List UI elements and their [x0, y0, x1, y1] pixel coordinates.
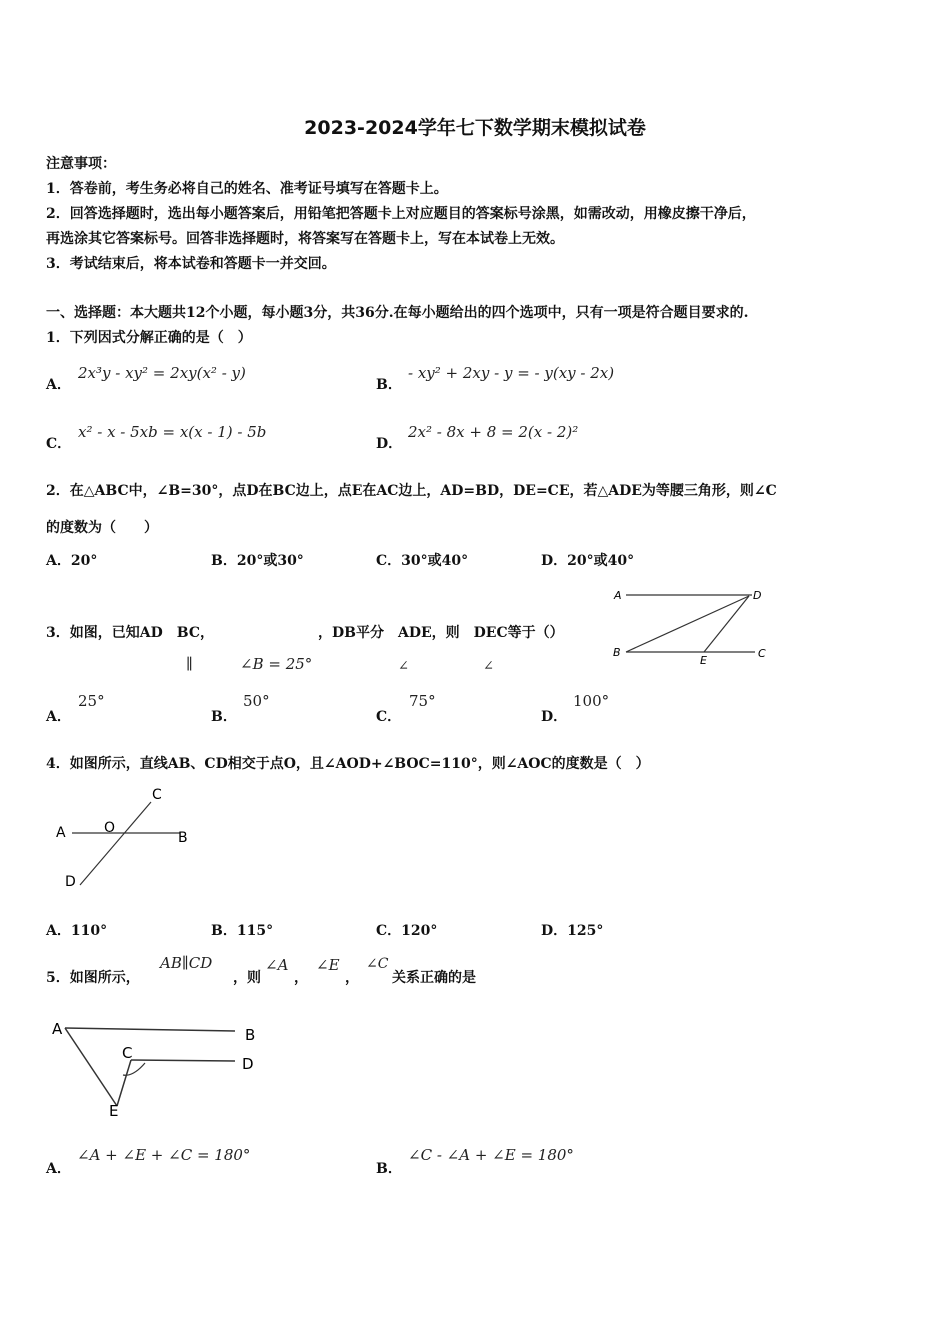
q4-option-d — [541, 920, 603, 940]
stem-tail: 关系正确的是 — [392, 970, 476, 986]
point-label-e: E — [700, 654, 707, 667]
q3-option-a-value: 25° — [78, 692, 105, 710]
question-3-stem: 3．如图，已知AD BC， — [46, 625, 214, 641]
q1-option-a-label: A． — [46, 377, 71, 393]
question-4-stem: 4．如图所示，直线AB、CD相交于点O，且∠AOD+∠BOC=110°，则∠AOC的度数是（ ） — [46, 756, 650, 772]
question-2-stem: 2．在△ABC中，∠B=30°，点D在BC边上，点E在AC边上，AD=BD，DE=CE，若△ADE为等腰三角形，则∠C — [46, 483, 777, 499]
figure-q3 — [605, 582, 780, 668]
q1-option-c-label: C． — [46, 436, 72, 452]
point-label-c: C — [122, 1044, 133, 1062]
point-label-c: C — [152, 787, 162, 803]
question-1-stem: 1．下列因式分解正确的是（ ） — [46, 330, 252, 346]
q3-option-d-label: D． — [541, 709, 568, 725]
notice-item: 再选涂其它答案标号。回答非选择题时，将答案写在答题卡上，写在本试卷上无效。 — [46, 231, 564, 247]
comma: ， — [345, 970, 359, 986]
option-text: 120° — [401, 923, 438, 939]
notice-item: 2．回答选择题时，选出每小题答案后，用铅笔把答题卡上对应题目的答案标号涂黑，如需改动，用橡皮擦干净后， — [46, 206, 756, 222]
q2-option-d — [541, 550, 634, 570]
figure-q5 — [45, 1015, 270, 1120]
question-3-stem-cont: ，DB平分 ADE，则 DEC等于（） — [318, 625, 564, 641]
point-label-c: C — [758, 647, 766, 660]
q1-option-c-expr: x² - x - 5xb = x(x - 1) - 5b — [78, 423, 267, 441]
option-text: 125° — [567, 923, 604, 939]
q1-option-a-expr: 2x³y - xy² = 2xy(x² - y) — [78, 364, 246, 382]
option-text: 20° — [70, 553, 98, 569]
point-label-d: D — [65, 874, 76, 890]
option-label: C． — [376, 553, 402, 569]
option-text: 30°或40° — [401, 553, 469, 569]
point-label-b: B — [613, 646, 621, 659]
q4-option-c — [376, 920, 437, 940]
q3-option-a-label: A． — [46, 709, 71, 725]
q5-option-a-expr: ∠A + ∠E + ∠C = 180° — [77, 1146, 251, 1164]
point-label-e: E — [109, 1102, 119, 1120]
option-label: A． — [46, 923, 71, 939]
question-5-stem: 5．如图所示， — [46, 970, 140, 986]
q1-option-d-expr: 2x² - 8x + 8 = 2(x - 2)² — [408, 423, 579, 441]
option-label: D． — [541, 553, 568, 569]
point-label-a: A — [56, 825, 66, 841]
q2-option-c — [376, 550, 468, 570]
q3-option-d-value: 100° — [573, 692, 610, 710]
q5-option-b-expr: ∠C - ∠A + ∠E = 180° — [408, 1146, 574, 1164]
option-label: C． — [376, 923, 402, 939]
q5-option-a-label: A． — [46, 1161, 71, 1177]
q4-option-b — [211, 920, 273, 940]
given-angle-b: ∠B = 25° — [240, 655, 313, 673]
question-2-stem-cont: 的度数为（ ） — [46, 520, 158, 536]
angle-symbol: ∠ — [398, 659, 409, 674]
section-heading: 一、选择题：本大题共12个小题，每小题3分，共36分.在每小题给出的四个选项中，只有一项是符合题目要求的. — [46, 305, 749, 321]
q2-option-b — [211, 550, 304, 570]
q1-option-b-label: B． — [376, 377, 402, 393]
point-label-b: B — [245, 1026, 256, 1044]
option-label: B． — [211, 553, 237, 569]
angle-symbol: ∠ — [483, 659, 494, 674]
stem-connector: ，则 — [233, 970, 261, 986]
angle-a: ∠A — [265, 956, 289, 974]
point-label-o: O — [104, 820, 116, 836]
q3-option-c-label: C． — [376, 709, 402, 725]
q3-option-b-label: B． — [211, 709, 237, 725]
notice-item: 1．答卷前，考生务必将自己的姓名、准考证号填写在答题卡上。 — [46, 181, 448, 197]
point-label-a: A — [614, 589, 622, 602]
point-label-a: A — [52, 1020, 63, 1038]
option-text: 110° — [70, 923, 108, 939]
q4-option-a — [46, 920, 107, 940]
option-label: D． — [541, 923, 568, 939]
option-text: 20°或40° — [567, 553, 635, 569]
q1-option-d-label: D． — [376, 436, 403, 452]
option-label: A． — [46, 553, 71, 569]
angle-c: ∠C — [366, 956, 389, 972]
q3-option-b-value: 50° — [243, 692, 270, 710]
option-text: 115° — [236, 923, 274, 939]
notice-item: 3．考试结束后，将本试卷和答题卡一并交回。 — [46, 256, 336, 272]
point-label-d: D — [753, 589, 762, 602]
figure-q4 — [50, 784, 200, 894]
option-text: 20°或30° — [236, 553, 304, 569]
page-title: 2023-2024学年七下数学期末模拟试卷 — [304, 117, 646, 139]
point-label-b: B — [178, 830, 188, 846]
parallel-symbol: ∥ — [186, 655, 193, 673]
comma: ， — [294, 970, 308, 986]
q1-option-b-expr: - xy² + 2xy - y = - y(xy - 2x) — [408, 364, 615, 382]
q2-option-a — [46, 550, 97, 570]
notice-heading: 注意事项： — [46, 156, 116, 172]
angle-e: ∠E — [316, 956, 340, 974]
point-label-d: D — [242, 1055, 254, 1073]
given-parallel: AB∥CD — [160, 954, 213, 972]
option-label: B． — [211, 923, 237, 939]
q5-option-b-label: B． — [376, 1161, 402, 1177]
q3-option-c-value: 75° — [409, 692, 436, 710]
